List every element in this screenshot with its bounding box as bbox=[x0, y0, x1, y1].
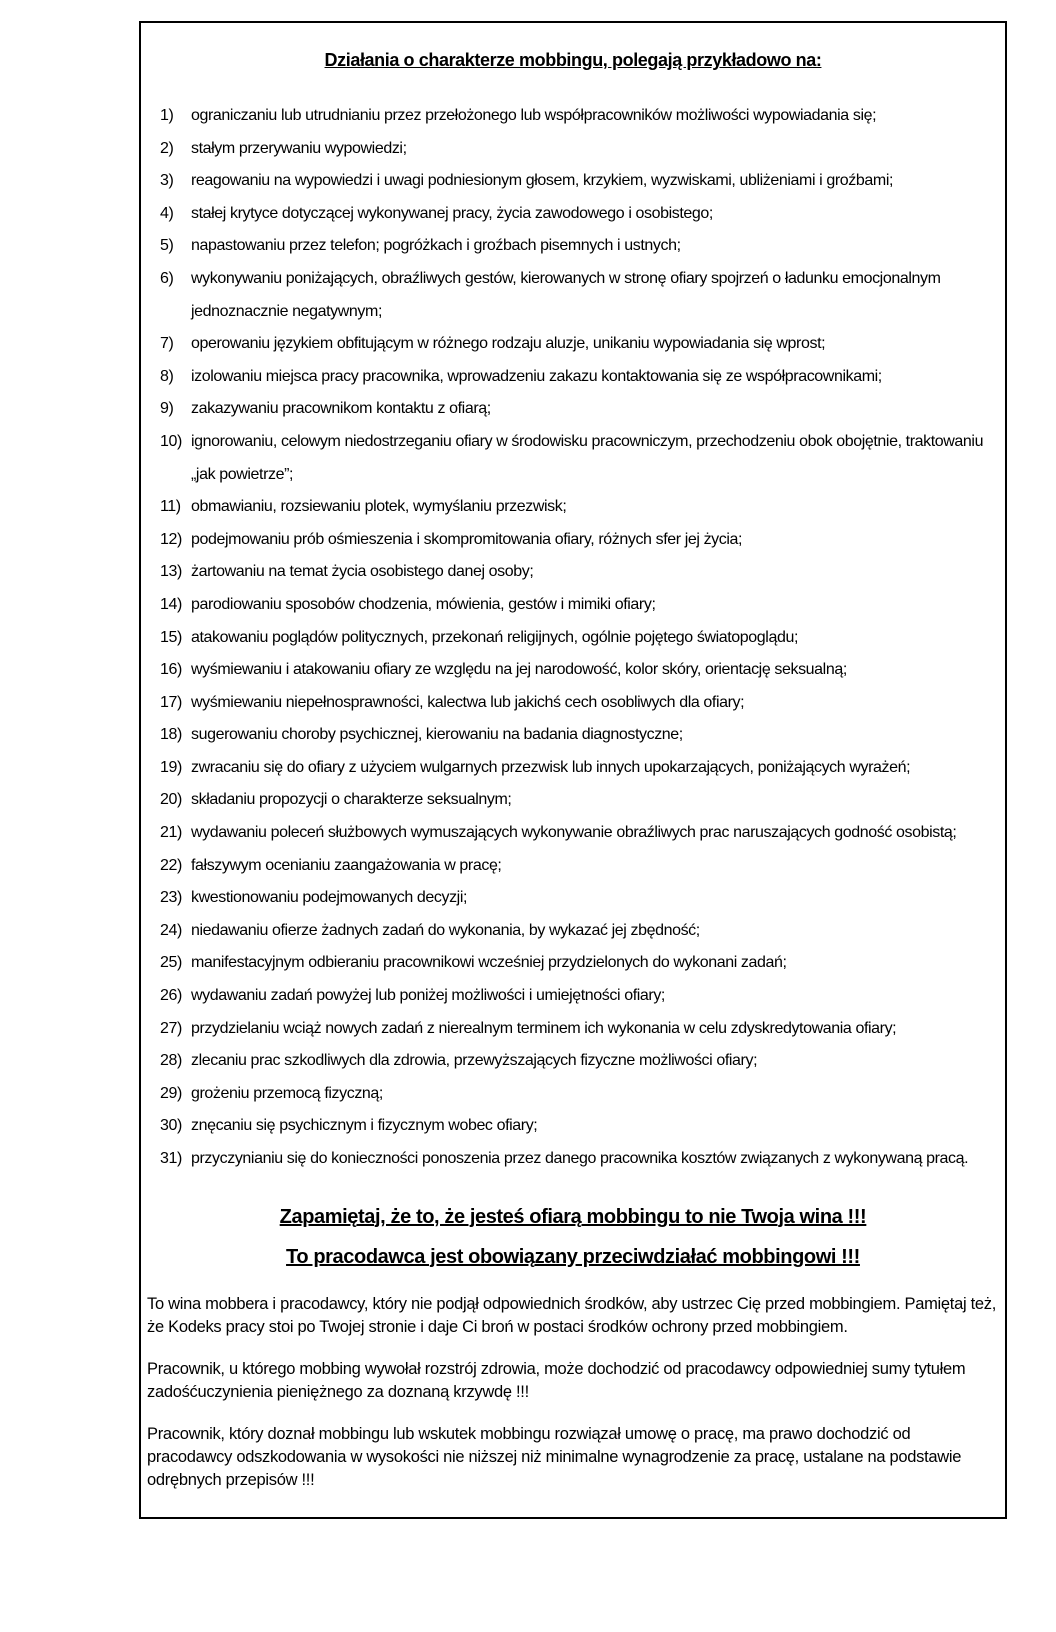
list-item bbox=[141, 426, 1005, 491]
list-item-number: 19) bbox=[160, 758, 182, 776]
list-item bbox=[141, 915, 1005, 948]
list-item-text: stałej krytyce dotyczącej wykonywanej pracy, życia zawodowego i osobistego; bbox=[191, 204, 713, 222]
list-item-text: obmawianiu, rozsiewaniu plotek, wymyślaniu przezwisk; bbox=[191, 498, 567, 516]
list-item-number: 6) bbox=[160, 269, 174, 287]
list-item-number: 26) bbox=[160, 987, 182, 1005]
list-item-number: 1) bbox=[160, 107, 174, 124]
list-item bbox=[141, 687, 1005, 720]
list-item bbox=[141, 622, 1005, 655]
list-item-text: podejmowaniu prób ośmieszenia i skompromitowania ofiary, różnych sfer jej życia; bbox=[191, 530, 743, 548]
list-item bbox=[141, 198, 1005, 231]
list-item bbox=[141, 524, 1005, 557]
list-item bbox=[141, 133, 1005, 166]
list-item-text: kwestionowaniu podejmowanych decyzji; bbox=[191, 889, 468, 907]
emphasis-line-employer-obligation bbox=[141, 1246, 1005, 1269]
list-item bbox=[141, 361, 1005, 394]
list-item bbox=[141, 230, 1005, 263]
list-item bbox=[141, 719, 1005, 752]
list-item-number: 17) bbox=[160, 693, 182, 711]
list-item-number: 7) bbox=[160, 335, 174, 353]
list-item-text: przyczynianiu się do konieczności ponoszenia przez danego pracownika kosztów związanych z wykonywaną pracą. bbox=[191, 1150, 969, 1167]
list-item-number: 15) bbox=[160, 628, 182, 646]
list-item-number: 5) bbox=[160, 237, 174, 255]
list-item bbox=[141, 1078, 1005, 1111]
list-item-number: 27) bbox=[160, 1019, 182, 1037]
list-item-text: grożeniu przemocą fizyczną; bbox=[191, 1084, 383, 1102]
list-item-number: 14) bbox=[160, 595, 182, 613]
list-item-number: 12) bbox=[160, 530, 182, 548]
list-item bbox=[141, 165, 1005, 198]
list-item-text: przydzielaniu wciąż nowych zadań z nierealnym terminem ich wykonania w celu zdyskredytowania ofiary; bbox=[191, 1019, 897, 1037]
list-item-text: manifestacyjnym odbieraniu pracownikowi wcześniej przydzielonych do wykonani zadań; bbox=[191, 954, 787, 972]
list-item-number: 9) bbox=[160, 400, 174, 418]
list-item bbox=[141, 328, 1005, 361]
list-item-number: 22) bbox=[160, 856, 182, 874]
list-item bbox=[141, 556, 1005, 589]
list-item bbox=[141, 947, 1005, 980]
list-item bbox=[141, 1143, 1005, 1176]
closing-paragraphs bbox=[147, 1293, 999, 1492]
list-item bbox=[141, 752, 1005, 785]
paragraph-compensation-contract: Pracownik, który doznał mobbingu lub wskutek mobbingu rozwiązał umowę o pracę, ma prawo dochodzić od pracodawcy odszkodowania w wysokości nie niższej niż minimalne wynagrodzenie za pracę, ustalane na podstawie odrębnych przepisów !!! bbox=[147, 1424, 962, 1489]
list-item-text: sugerowaniu choroby psychicznej, kierowaniu na badania diagnostyczne; bbox=[191, 726, 683, 744]
list-item-number: 20) bbox=[160, 791, 182, 809]
list-item bbox=[141, 589, 1005, 622]
list-item-text: fałszywym ocenianiu zaangażowania w pracę; bbox=[191, 856, 502, 874]
list-item bbox=[141, 100, 1005, 133]
list-item bbox=[141, 1045, 1005, 1078]
paragraph-compensation-health: Pracownik, u którego mobbing wywołał rozstrój zdrowia, może dochodzić od pracodawcy odpowiedniej sumy tytułem zadośćuczynienia pieniężnego za doznaną krzywdę !!! bbox=[147, 1359, 966, 1401]
page-title bbox=[141, 50, 1005, 71]
list-item-number: 25) bbox=[160, 954, 182, 972]
list-item bbox=[141, 491, 1005, 524]
mobbing-actions-list bbox=[141, 100, 1005, 1176]
list-item bbox=[141, 654, 1005, 687]
list-item-number: 30) bbox=[160, 1117, 182, 1135]
list-item-number: 4) bbox=[160, 204, 174, 222]
list-item-text: zakazywaniu pracownikom kontaktu z ofiarą; bbox=[191, 400, 491, 418]
list-item-number: 31) bbox=[160, 1150, 182, 1167]
list-item-number: 18) bbox=[160, 726, 182, 744]
document-border bbox=[139, 21, 1007, 1519]
list-item-text: składaniu propozycji o charakterze seksualnym; bbox=[191, 791, 512, 809]
list-item-number: 28) bbox=[160, 1052, 182, 1070]
list-item bbox=[141, 850, 1005, 883]
list-item-text: zwracaniu się do ofiary z użyciem wulgarnych przezwisk lub innych upokarzających, poniżających wyrażeń; bbox=[191, 758, 911, 776]
list-item bbox=[141, 1110, 1005, 1143]
page-title-text: Działania o charakterze mobbingu, polegają przykładowo na: bbox=[324, 50, 822, 70]
list-item-text: wydawaniu poleceń służbowych wymuszających wykonywanie obraźliwych prac naruszających godność osobistą; bbox=[191, 824, 957, 842]
emphasis-line-victim-not-your-fault bbox=[141, 1206, 1005, 1229]
list-item-number: 10) bbox=[160, 432, 182, 450]
list-item-text: zlecaniu prac szkodliwych dla zdrowia, przewyższających fizyczne możliwości ofiary; bbox=[191, 1052, 758, 1070]
list-item bbox=[141, 817, 1005, 850]
list-item-number: 29) bbox=[160, 1084, 182, 1102]
list-item-text: parodiowaniu sposobów chodzenia, mówienia, gestów i mimiki ofiary; bbox=[191, 595, 656, 613]
list-item-number: 8) bbox=[160, 367, 174, 385]
list-item-text: znęcaniu się psychicznym i fizycznym wobec ofiary; bbox=[191, 1117, 538, 1135]
emphasis-text: Zapamiętaj, że to, że jesteś ofiarą mobbingu to nie Twoja wina !!! bbox=[279, 1205, 867, 1228]
list-item-text: izolowaniu miejsca pracy pracownika, wprowadzeniu zakazu kontaktowania się ze współpracownikami; bbox=[191, 367, 882, 385]
list-item bbox=[141, 980, 1005, 1013]
list-item-text: niedawaniu ofierze żadnych zadań do wykonania, by wykazać jej zbędność; bbox=[191, 921, 700, 939]
list-item-text: reagowaniu na wypowiedzi i uwagi podniesionym głosem, krzykiem, wyzwiskami, ubliżeniami i groźbami; bbox=[191, 172, 894, 190]
list-item bbox=[141, 263, 1005, 328]
emphasis-text: To pracodawca jest obowiązany przeciwdziałać mobbingowi !!! bbox=[286, 1245, 860, 1268]
list-item-text: wykonywaniu poniżających, obraźliwych gestów, kierowanych w stronę ofiary spojrzeń o ładunku emocjonalnym jednoznacznie negatywnym; bbox=[191, 269, 941, 320]
list-item bbox=[141, 1013, 1005, 1046]
paragraph-blame-and-labour-code: To wina mobbera i pracodawcy, który nie podjął odpowiednich środków, aby ustrzec Cię przed mobbingiem. Pamiętaj też, że Kodeks pracy stoi po Twojej stronie i daje Ci broń w postaci środków ochrony przed mobbingiem. bbox=[147, 1294, 997, 1336]
list-item-number: 21) bbox=[160, 824, 182, 842]
list-item-number: 11) bbox=[160, 498, 181, 516]
list-item-text: żartowaniu na temat życia osobistego danej osoby; bbox=[191, 563, 534, 581]
list-item-text: wydawaniu zadań powyżej lub poniżej możliwości i umiejętności ofiary; bbox=[191, 987, 665, 1005]
list-item bbox=[141, 393, 1005, 426]
list-item-text: atakowaniu poglądów politycznych, przekonań religijnych, ogólnie pojętego światopoglądu; bbox=[191, 628, 798, 646]
list-item-number: 16) bbox=[160, 661, 182, 679]
list-item-number: 13) bbox=[160, 563, 182, 581]
list-item-number: 2) bbox=[160, 139, 174, 157]
list-item-text: wyśmiewaniu i atakowaniu ofiary ze względu na jej narodowość, kolor skóry, orientację seksualną; bbox=[191, 661, 847, 679]
list-item-text: napastowaniu przez telefon; pogróżkach i groźbach pisemnych i ustnych; bbox=[191, 237, 681, 255]
list-item-number: 24) bbox=[160, 921, 182, 939]
list-item bbox=[141, 882, 1005, 915]
list-item-text: operowaniu językiem obfitującym w różnego rodzaju aluzje, unikaniu wypowiadania się wprost; bbox=[191, 335, 826, 353]
list-item-text: wyśmiewaniu niepełnosprawności, kalectwa lub jakichś cech osobliwych dla ofiary; bbox=[191, 693, 745, 711]
list-item-text: ograniczaniu lub utrudnianiu przez przełożonego lub współpracowników możliwości wypowiadania się; bbox=[191, 107, 877, 124]
list-item-number: 3) bbox=[160, 172, 174, 190]
list-item bbox=[141, 784, 1005, 817]
list-item-number: 23) bbox=[160, 889, 182, 907]
list-item-text: ignorowaniu, celowym niedostrzeganiu ofiary w środowisku pracowniczym, przechodzeniu obok obojętnie, traktowaniu „jak powietrze”; bbox=[191, 432, 984, 483]
list-item-text: stałym przerywaniu wypowiedzi; bbox=[191, 139, 407, 157]
